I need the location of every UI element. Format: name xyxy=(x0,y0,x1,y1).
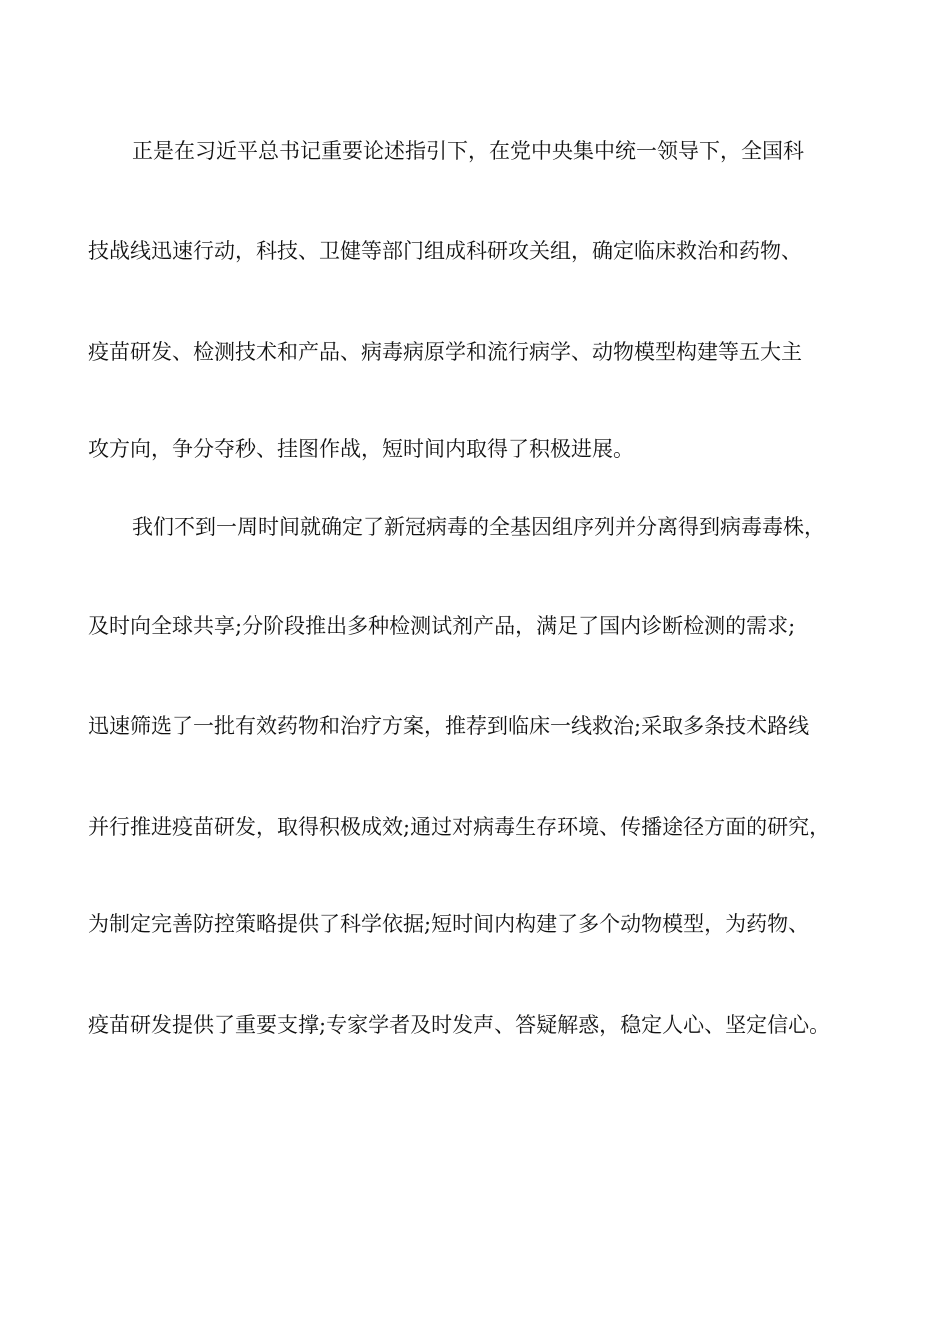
text-line: 我们不到一周时间就确定了新冠病毒的全基因组序列并分离得到病毒毒株， xyxy=(132,515,825,539)
text-line: 攻方向，争分夺秒、挂图作战，短时间内取得了积极进展。 xyxy=(88,437,634,461)
text-line: 及时向全球共享;分阶段推出多种检测试剂产品，满足了国内诊断检测的需求; xyxy=(88,614,796,638)
text-line: 疫苗研发提供了重要支撑;专家学者及时发声、答疑解惑，稳定人心、坚定信心。 xyxy=(88,1013,831,1037)
text-line: 技战线迅速行动，科技、卫健等部门组成科研攻关组，确定临床救治和药物、 xyxy=(88,239,802,263)
text-line: 疫苗研发、检测技术和产品、病毒病原学和流行病学、动物模型构建等五大主 xyxy=(88,340,802,364)
text-line: 并行推进疫苗研发，取得积极成效;通过对病毒生存环境、传播途径方面的研究， xyxy=(88,815,831,839)
text-line: 正是在习近平总书记重要论述指引下，在党中央集中统一领导下，全国科 xyxy=(132,139,804,163)
text-line: 为制定完善防控策略提供了科学依据;短时间内构建了多个动物模型，为药物、 xyxy=(88,912,810,936)
text-line: 迅速筛选了一批有效药物和治疗方案，推荐到临床一线救治;采取多条技术路线 xyxy=(88,714,810,738)
